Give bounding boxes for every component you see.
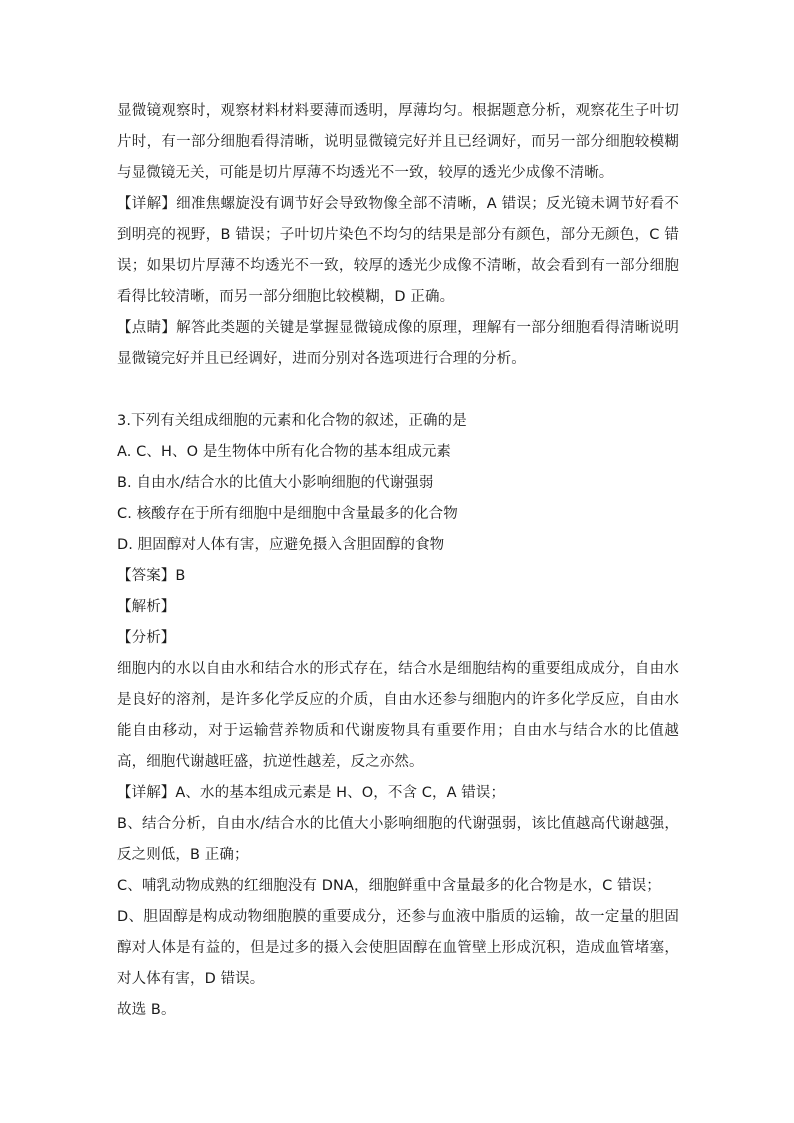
question-3-option-a: A. C、H、O 是生物体中所有化合物的基本组成元素	[117, 444, 452, 460]
document-page	[117, 96, 679, 1026]
answer-line: 【答案】B	[117, 568, 186, 584]
fenxi-paragraph: 细胞内的水以自由水和结合水的形式存在，结合水是细胞结构的重要组成成分，自由水是良好的溶剂，是许多化学反应的介质，自由水还参与细胞内的许多化学反应，自由水能自由移动，对于运输营养物质和代谢废物具有重要作用；自由水与结合水的比值越高，细胞代谢越旺盛，抗逆性越差，反之亦然。	[117, 661, 679, 770]
question-3-option-b: B. 自由水/结合水的比值大小影响细胞的代谢强弱	[117, 475, 434, 491]
spacer	[117, 375, 679, 406]
fenxi-heading: 【分析】	[117, 630, 176, 646]
question-3-option-d: D. 胆固醇对人体有害，应避免摄入含胆固醇的食物	[117, 537, 445, 553]
xiangjie-d: D、胆固醇是构成动物细胞膜的重要成分，还参与血液中脂质的运输，故一定量的胆固醇对人体是有益的，但是过多的摄入会使胆固醇在血管壁上形成沉积，造成血管堵塞，对人体有害，D 错误。	[117, 909, 679, 987]
conclusion-line: 故选 B。	[117, 1002, 176, 1018]
paragraph-microscope-analysis: 显微镜观察时，观察材料材料要薄而透明，厚薄均匀。根据题意分析，观察花生子叶切片时，有一部分细胞看得清晰，说明显微镜完好并且已经调好，而另一部分细胞较模糊与显微镜无关，可能是切片厚薄不均透光不一致，较厚的透光少成像不清晰。	[117, 103, 679, 181]
paragraph-detailed-explanation: 【详解】细准焦螺旋没有调节好会导致物像全部不清晰，A 错误；反光镜未调节好看不到明亮的视野，B 错误；子叶切片染色不均匀的结果是部分有颜色，部分无颜色，C 错误；如果切片厚薄不均透光不一致，较厚的透光少成像不清晰，故会看到有一部分细胞看得比较清晰，而另一部分细胞比较模糊，D 正确。	[117, 196, 679, 305]
analysis-heading: 【解析】	[117, 599, 176, 615]
xiangjie-b: B、结合分析，自由水/结合水的比值大小影响细胞的代谢强弱，该比值越高代谢越强，反之则低，B 正确；	[117, 816, 679, 863]
question-3-option-c: C. 核酸存在于所有细胞中是细胞中含量最多的化合物	[117, 506, 458, 522]
question-3-stem: 3.下列有关组成细胞的元素和化合物的叙述，正确的是	[117, 413, 467, 429]
xiangjie-a: 【详解】A、水的基本组成元素是 H、O，不含 C，A 错误；	[117, 785, 506, 801]
paragraph-key-point: 【点睛】解答此类题的关键是掌握显微镜成像的原理，理解有一部分细胞看得清晰说明显微镜完好并且已经调好，进而分别对各选项进行合理的分析。	[117, 320, 679, 367]
xiangjie-c: C、哺乳动物成熟的红细胞没有 DNA，细胞鲜重中含量最多的化合物是水，C 错误；	[117, 878, 661, 894]
